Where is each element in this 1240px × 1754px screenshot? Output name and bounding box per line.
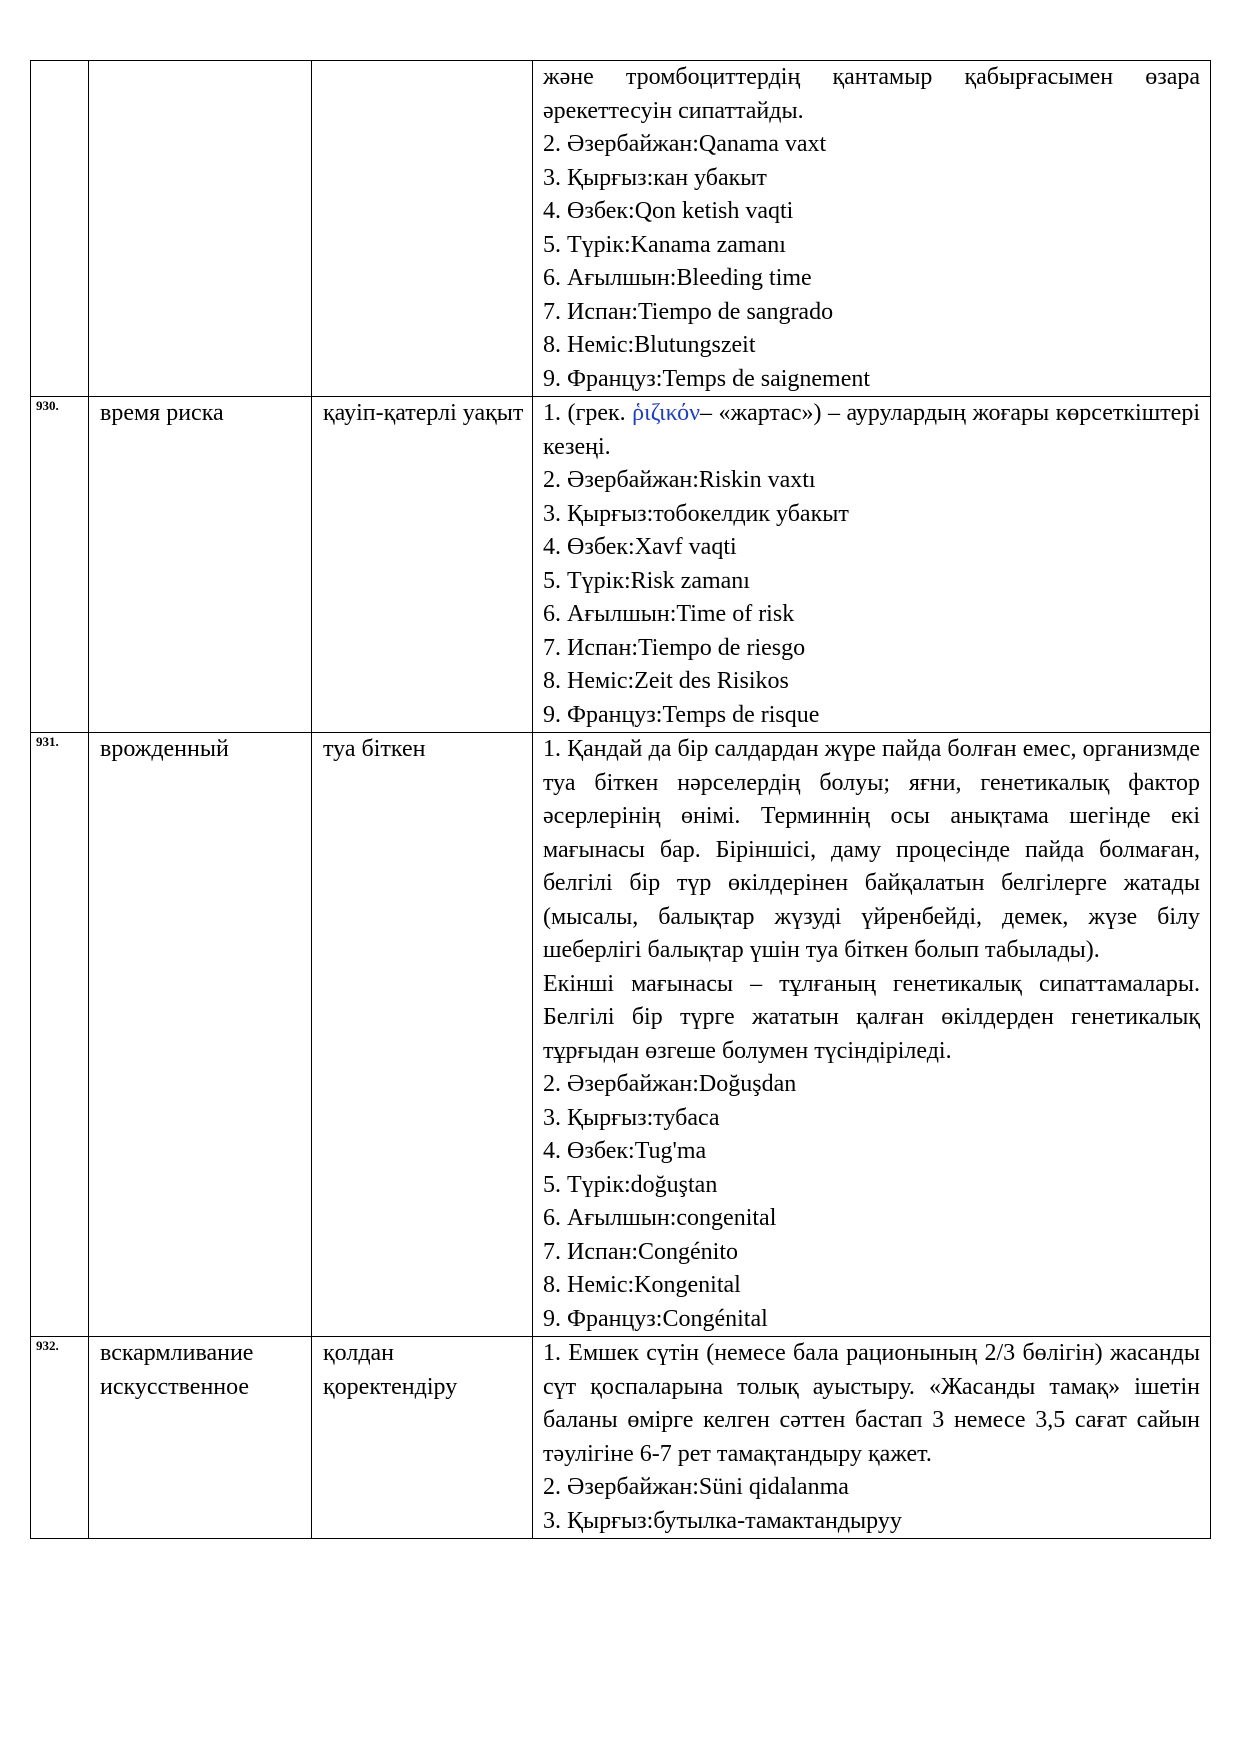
- translation-line: 3. Қырғыз:тубаса: [543, 1104, 720, 1131]
- entry-number: [31, 61, 89, 397]
- translation-line: 8. Неміс:Blutungszeit: [543, 332, 756, 358]
- greek-word: ῥιζικόν: [632, 400, 700, 426]
- entry-number: 930.: [31, 397, 89, 733]
- translation-line: 2. Әзербайжан:Qanama vaxt: [543, 131, 827, 157]
- definition-suffix: – «жартас») – аурулардың жоғары көрсеткіштері кезеңі.: [543, 400, 1200, 460]
- definition-cell: [533, 733, 1211, 1337]
- kazakh-term: [312, 61, 533, 397]
- translation-line: 3. Қырғыз:бутылка-тамактандыруу: [543, 1507, 902, 1534]
- translation-line: 6. Ағылшын:congenital: [543, 1205, 777, 1231]
- entry-number: 931.: [31, 733, 89, 1337]
- definition-cell: [533, 1337, 1211, 1539]
- table-row: [31, 61, 1211, 397]
- russian-term: [89, 61, 312, 397]
- translation-line: 9. Француз:Congénital: [543, 1305, 768, 1332]
- translation-line: 5. Түрік:Risk zamanı: [543, 567, 750, 594]
- definition-paragraph: 1. Емшек сүтін (немесе бала рационының 2/3 бөлігін) жасанды сүт қоспаларына толық ауыстыру. «Жасанды тамақ» ішетін баланы өмірге келген сәттен бастап 3 немесе 3,5 сағат сайын тәулігіне 6-7 рет тамақтандыру қажет.: [543, 1340, 1200, 1467]
- kazakh-term: туа біткен: [312, 733, 533, 1337]
- table-row: [31, 1337, 1211, 1539]
- translation-line: 3. Қырғыз:тобокелдик убакыт: [543, 500, 849, 527]
- translation-line: 9. Француз:Temps de saignement: [543, 365, 871, 392]
- translation-line: 6. Ағылшын:Bleeding time: [543, 265, 812, 291]
- table-row: [31, 733, 1211, 1337]
- kazakh-term: қолдан қоректендіру: [312, 1337, 533, 1539]
- glossary-table: [30, 60, 1211, 1539]
- translation-line: 4. Өзбек:Xavf vaqti: [543, 534, 737, 560]
- definition-paragraph: және тромбоциттердің қантамыр қабырғасымен өзара әрекеттесуін сипаттайды.: [543, 64, 1200, 124]
- translation-line: 2. Әзербайжан:Süni qidalanma: [543, 1474, 849, 1500]
- russian-term: вскармливание искусственное: [89, 1337, 312, 1539]
- translation-line: 5. Түрік:doğuştan: [543, 1171, 718, 1198]
- entry-number: 932.: [31, 1337, 89, 1539]
- translation-line: 3. Қырғыз:кан убакыт: [543, 164, 767, 191]
- definition-paragraph: [543, 397, 1200, 464]
- translation-line: 2. Әзербайжан:Doğuşdan: [543, 1071, 797, 1097]
- translation-line: 7. Испан:Congénito: [543, 1238, 738, 1265]
- translation-line: 7. Испан:Tiempo de riesgo: [543, 634, 806, 661]
- definition-paragraph: 1. Қандай да бір салдардан жүре пайда болған емес, организмде туа біткен нәрселердің болуы; яғни, генетикалық фактор әсерлерінің өнімі. Терминнің осы анықтама шегінде екі мағынасы бар. Біріншісі, даму процесінде пайда болмаған, белгілі бір түр өкілдерінен байқалатын белгілерге жатады (мысалы, балықтар жүзуді үйренбейді, демек, жүзе білу шеберлігі балықтар үшін туа біткен болып табылады).: [543, 736, 1200, 963]
- translation-line: 7. Испан:Tiempo de sangrado: [543, 298, 834, 325]
- translation-line: 6. Ағылшын:Time of risk: [543, 601, 795, 627]
- definition-cell: [533, 61, 1211, 397]
- translation-line: 4. Өзбек:Tug'ma: [543, 1138, 707, 1164]
- translation-line: 2. Әзербайжан:Riskin vaxtı: [543, 467, 816, 493]
- table-row: [31, 397, 1211, 733]
- russian-term: врожденный: [89, 733, 312, 1337]
- translation-line: 4. Өзбек:Qon ketish vaqti: [543, 198, 794, 224]
- definition-cell: [533, 397, 1211, 733]
- definition-paragraph: Екінші мағынасы – тұлғаның генетикалық сипаттамалары. Белгілі бір түрге жататын қалған өкілдерден генетикалық тұрғыдан өзгеше болумен түсіндіріледі.: [543, 970, 1200, 1064]
- kazakh-term: қауіп-қатерлі уақыт: [312, 397, 533, 733]
- translation-line: 8. Неміс:Zeit des Risikos: [543, 668, 789, 694]
- translation-line: 5. Түрік:Kanama zamanı: [543, 231, 786, 258]
- translation-line: 8. Неміс:Kongenital: [543, 1272, 741, 1298]
- translation-line: 9. Француз:Temps de risque: [543, 701, 820, 728]
- definition-prefix: 1. (грек.: [543, 400, 633, 426]
- russian-term: время риска: [89, 397, 312, 733]
